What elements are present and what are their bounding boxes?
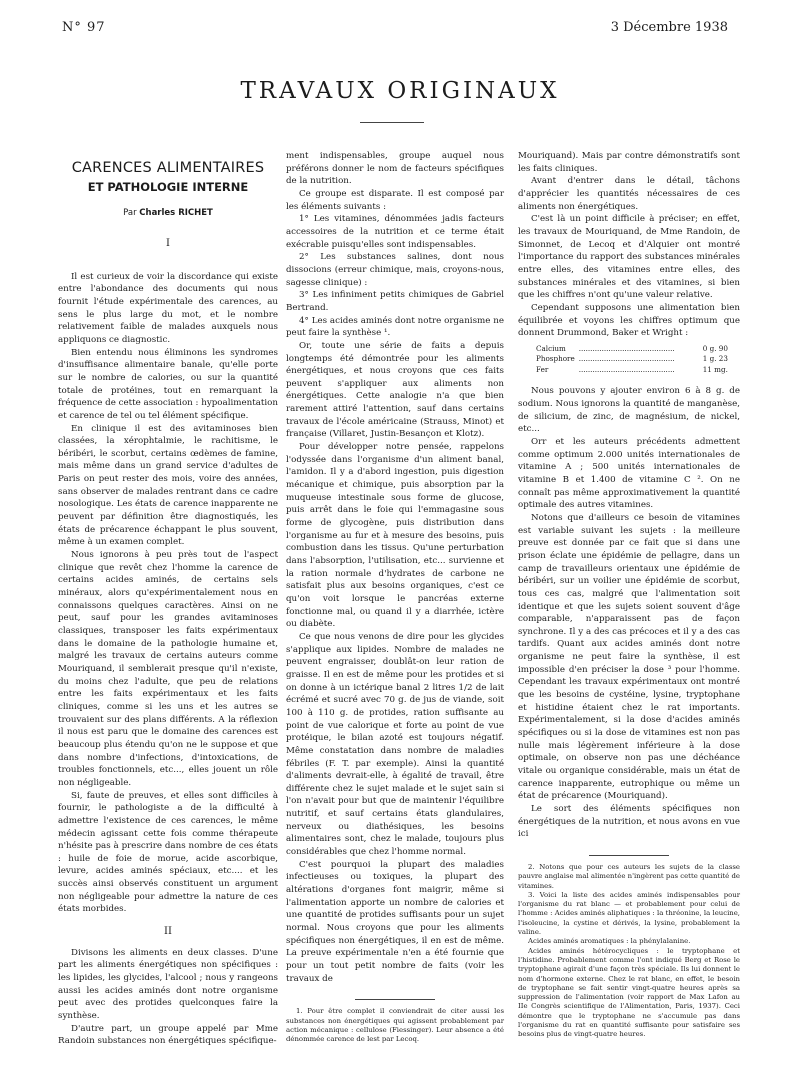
paragraph: Cependant supposons une alimentation bien équilibrée et voyons les chiffres optimum que donnent Drummond, Baker et Wright : (518, 302, 740, 339)
footnote-divider (355, 999, 435, 1000)
paragraph: Bien entendu nous éliminons les syndromes d'insuffisance alimentaire banale, qu'elle porte sur le nombre de calories, ou sur la quantité totale de protéines, tout en remarquant la fréquence de cette association : hypoalimentation et carence de tel ou tel élément spécifique. (58, 347, 278, 421)
paragraph: Divisons les aliments en deux classes. D'une part les aliments énergétiques non spécifiques : les lipides, les glycides, l'alcool ; nous y rangeons aussi les acides aminés dont notre organisme peut avec des protides quelconques faire la synthèse. (58, 947, 278, 1022)
paragraph: En clinique il est des avitaminoses bien classées, la xérophtalmie, le rachitisme, le béribéri, le scorbut, certains œdèmes de famine, mais même dans un grand service d'adultes de Paris on peut rester des mois, voire des années, sans observer de malades rentrant dans ce cadre nosologique. Les états de carence inapparente ne peuvent par définition être diagnostiqués, les états de précarence échappant le plus souvent, même à un examen complet. (58, 423, 278, 548)
nutrient-name: Fer (536, 364, 549, 374)
leader-dots: .......................................... (578, 364, 675, 374)
leader-dots: .......................................... (578, 343, 675, 353)
table-row (534, 365, 730, 376)
section-heading-2: II (164, 926, 172, 938)
paragraph: C'est là un point difficile à préciser; en effet, les travaux de Mouriquand, de Mme Randoin, de Simonnet, de Lecoq et d'Alquier ont montré l'importance du rapport des substances minérales entre elles, des vitamines entre elles, des substances minérales et des vitamines, si bien que les chiffres n'ont qu'une valeur relative. (518, 214, 740, 301)
paragraph: Avant d'entrer dans le détail, tâchons d'apprécier les quantités nécessaires de ces aliments non énergétiques. (518, 176, 740, 212)
leader-dots: .......................................... (578, 354, 675, 364)
paragraph: Le sort des éléments spécifiques non énergétiques de la nutrition, et nous avons en vue ici (518, 804, 740, 840)
footnote: Acides aminés aromatiques : la phénylalanine. (528, 937, 691, 946)
paragraph: Pour développer notre pensée, rappelons l'odyssée dans l'organisme d'un aliment banal, l'amidon. Il y a d'abord ingestion, puis digestion mécanique et chimique, puis absorption par la muqueuse intestinale sous forme de glucose, puis arrêt dans le foie qui l'emmagasine sous forme de glycogène, puis distribution dans l'organisme au fur et à mesure des besoins, puis combustion dans les tissus. Qu'une perturbation dans l'absorption, l'utilisation, etc... survienne et la ration normale d'hydrates de carbone ne satisfait plus aux besoins organiques, c'est ce qu'on voit lorsque le pancréas externe fonctionne mal, ou quand il y a diarrhée, ictère ou diabète. (286, 442, 504, 630)
paragraph: Nous pouvons y ajouter environ 6 à 8 g. de sodium. Nous ignorons la quantité de manganèse, de silicium, de zinc, de magnésium, de nickel, etc... (518, 386, 740, 435)
section-heading-1: I (166, 237, 170, 249)
footnotes (518, 863, 740, 1040)
paragraph: Ce groupe est disparate. Il est composé par les éléments suivants : (286, 188, 504, 212)
byline-prefix: Par (123, 208, 137, 219)
paragraph: D'autre part, un groupe appelé par Mme Randoin substances non énergétiques spécifique- (58, 1023, 278, 1047)
column-3 (518, 150, 740, 1040)
footnote-divider (589, 855, 669, 856)
section-title: TRAVAUX ORIGINAUX (240, 78, 560, 104)
article-title: CARENCES ALIMENTAIRES (71, 160, 265, 176)
footnote: 1. Pour être complet il conviendrait de citer aussi les substances non énergétiques qui agissent probablement par action mécanique : cellulose (Fiessinger). Leur absence a été dénommée carence de lest par Lecoq. (286, 1007, 504, 1044)
paragraph: ment indispensables, groupe auquel nous préférons donner le nom de facteurs spécifiques de la nutrition. (286, 151, 504, 187)
nutrient-name: Calcium (536, 343, 566, 353)
nutrient-value: 11 mg. (702, 364, 728, 374)
author-name: Charles RICHET (139, 208, 213, 219)
paragraph: Or, toute une série de faits a depuis longtemps été démontrée pour les aliments énergétiques, et nous croyons que ces faits peuvent s'appliquer aux aliments non énergétiques. Cette analogie n'a que bien rarement attiré l'attention, sauf dans certains travaux de l'école américaine (Strauss, Minot) et française (Villaret, Justin-Besançon et Klotz). (286, 340, 504, 440)
optimum-table (534, 344, 730, 376)
paragraph: 2° Les substances salines, dont nous dissocions (erreur chimique, mais, croyons-nous, sagesse clinique) : (286, 252, 504, 288)
paragraph: Nous ignorons à peu près tout de l'aspect clinique que revêt chez l'homme la carence de certains acides aminés, de certains sels minéraux, alors qu'expérimentalement nous en connaissons quelques caractères. Ainsi on ne peut, sauf pour les grandes avitaminoses classiques, transposer les faits expérimentaux dans le domaine de la pathologie humaine et, malgré les travaux de certains auteurs comme Mouriquand, il semblerait presque qu'il n'existe, du moins chez l'adulte, que peu de relations entre les faits expérimentaux et les faits cliniques, comme si les uns et les autres se trouvaient sur des plans différents. A la réflexion il nous est paru que le domaine des carences est beaucoup plus étendu qu'on ne le suppose et que dans nombre d'infections, d'intoxications, de troubles fonctionnels, etc..., elles jouent un rôle non négligeable. (58, 550, 278, 788)
nutrient-value: 1 g. 23 (702, 354, 728, 364)
table-row (534, 344, 730, 355)
issue-date: 3 Décembre 1938 (610, 20, 728, 35)
footnote: 2. Notons que pour ces auteurs les sujets de la classe pauvre anglaise mal alimentée n'ingèrent pas cette quantité de vitamines. (518, 862, 740, 890)
article-subtitle: ET PATHOLOGIE INTERNE (87, 179, 249, 194)
paragraph: Notons que d'ailleurs ce besoin de vitamines est variable suivant les sujets : la meilleure preuve est donnée par ce fait que si dans une prison éclate une épidémie de pellagre, dans un camp de travailleurs orientaux une épidémie de béribéri, sur un voilier une épidémie de scorbut, tous ces cas, malgré que l'alimentation soit identique et que les sujets soient souvent d'âge comparable, n'apparaissent pas de façon synchrone. Il y a des cas précoces et il y a des cas tardifs. Quant aux acides aminés dont notre organisme ne peut faire la synthèse, il est impossible d'en préciser la dose ³ pour l'homme. Cependant les travaux expérimentaux ont montré que les besoins de cystéine, lysine, tryptophane et histidine étaient chez le rat importants. Expérimentalement, si la dose d'acides aminés spécifiques ou si la dose de vitamines est non pas nulle mais légèrement inférieure à la dose optimale, on observe non pas une déchéance vitale ou organique considérable, mais un état de carence inapparente, eutrophique ou même un état de précarence (Mouriquand). (518, 512, 740, 802)
footnote: Acides aminés hétérocycliques : le tryptophane et l'histidine. Probablement comme l'ont indiqué Berg et Rose le tryptophane agirait d'une façon très spéciale. Ils lui donnent le nom d'hormone externe. Chez le rat blanc, en effet, le besoin de tryptophane se fait sentir vingt-quatre heures après sa suppression de l'alimentation (voir rapport de Max Lafon au IIe Congrès scientifique de l'Alimentation, Paris, 1937). Ceci démontre que le tryptophane ne s'accumule pas dans l'organisme du rat en quantité suffisante pour satisfaire ses besoins plus de vingt-quatre heures. (518, 946, 740, 1039)
paragraph: C'est pourquoi la plupart des maladies infectieuses ou toxiques, la plupart des altérations d'organes font maigrir, même si l'alimentation apporte un nombre de calories et une quantité de protides suffisants pour un sujet normal. Nous croyons que pour les aliments spécifiques non énergétiques, il en est de même. La preuve expérimentale n'en a été fournie que pour un tout petit nombre de faits (voir les travaux de (286, 859, 504, 984)
paragraph: Mouriquand). Mais par contre démonstratifs sont les faits cliniques. (518, 151, 740, 174)
column-2 (286, 150, 504, 1045)
table-row (534, 354, 730, 365)
column-1 (58, 148, 278, 1048)
paragraph: 3° Les infiniment petits chimiques de Gabriel Bertrand. (286, 290, 504, 313)
footnote: 3. Voici la liste des acides aminés indispensables pour l'organisme du rat blanc — et probablement pour celui de l'homme : Acides aminés aliphatiques : la thréonine, la leucine, l'isoleucine, la cystine et dérivés, la lysine, probablement la valine. (518, 890, 740, 937)
byline (58, 207, 278, 220)
nutrient-name: Phosphore (536, 354, 575, 364)
footnotes (286, 1007, 504, 1044)
nutrient-value: 0 g. 90 (702, 343, 728, 353)
paragraph: Si, faute de preuves, et elles sont difficiles à fournir, le pathologiste a de la difficulté à admettre l'existence de ces carences, le même médecin agissant cette fois comme thérapeute n'hésite pas à prescrire dans nombre de ces états : huile de foie de morue, acide ascorbique, levure, acides aminés spéciaux, etc.... et les succès ainsi observés constituent un argument non négligeable pour admettre la nature de ces états morbides. (58, 790, 278, 915)
issue-number: N° 97 (62, 20, 106, 35)
paragraph: Il est curieux de voir la discordance qui existe entre l'abondance des documents qui nous fournit l'étude expérimentale des carences, au sens le plus large du mot, et le nombre relativement faible de malades auxquels nous appliquons ce diagnostic. (58, 271, 278, 345)
paragraph: 4° Les acides aminés dont notre organisme ne peut faire la synthèse ¹. (286, 315, 504, 339)
paragraph: Orr et les auteurs précédents admettent comme optimum 2.000 unités internationales de vitamine A ; 500 unités internationales de vitamine B et 1.400 de vitamine C ². On ne connaît pas même approximativement la quantité optimale des autres vitamines. (518, 436, 740, 511)
paragraph: Ce que nous venons de dire pour les glycides s'applique aux lipides. Nombre de malades ne peuvent engraisser, doublât-on leur ration de graisse. Il en est de même pour les protides et si on donne à un ictérique banal 2 litres 1/2 de lait écrémé et sucré avec 70 g. de jus de viande, soit 100 à 110 g. de protides, ration suffisante au point de vue calorique et forte au point de vue protéique, le bilan azoté est toujours négatif. Même constatation dans nombre de maladies fébriles (F. T. par exemple). Ainsi la quantité d'aliments devrait-elle, à égalité de travail, être différente chez le sujet malade et le sujet sain si l'on n'avait pour but que de maintenir l'équilibre nutritif, et sauf certains états glandulaires, nerveux ou diathésiques, les besoins alimentaires sont, chez le malade, toujours plus considérables que chez l'homme normal. (286, 631, 504, 858)
title-divider (360, 122, 424, 123)
paragraph: 1° Les vitamines, dénommées jadis facteurs accessoires de la nutrition et ce terme était exécrable puisqu'elles sont indispensables. (286, 214, 504, 250)
